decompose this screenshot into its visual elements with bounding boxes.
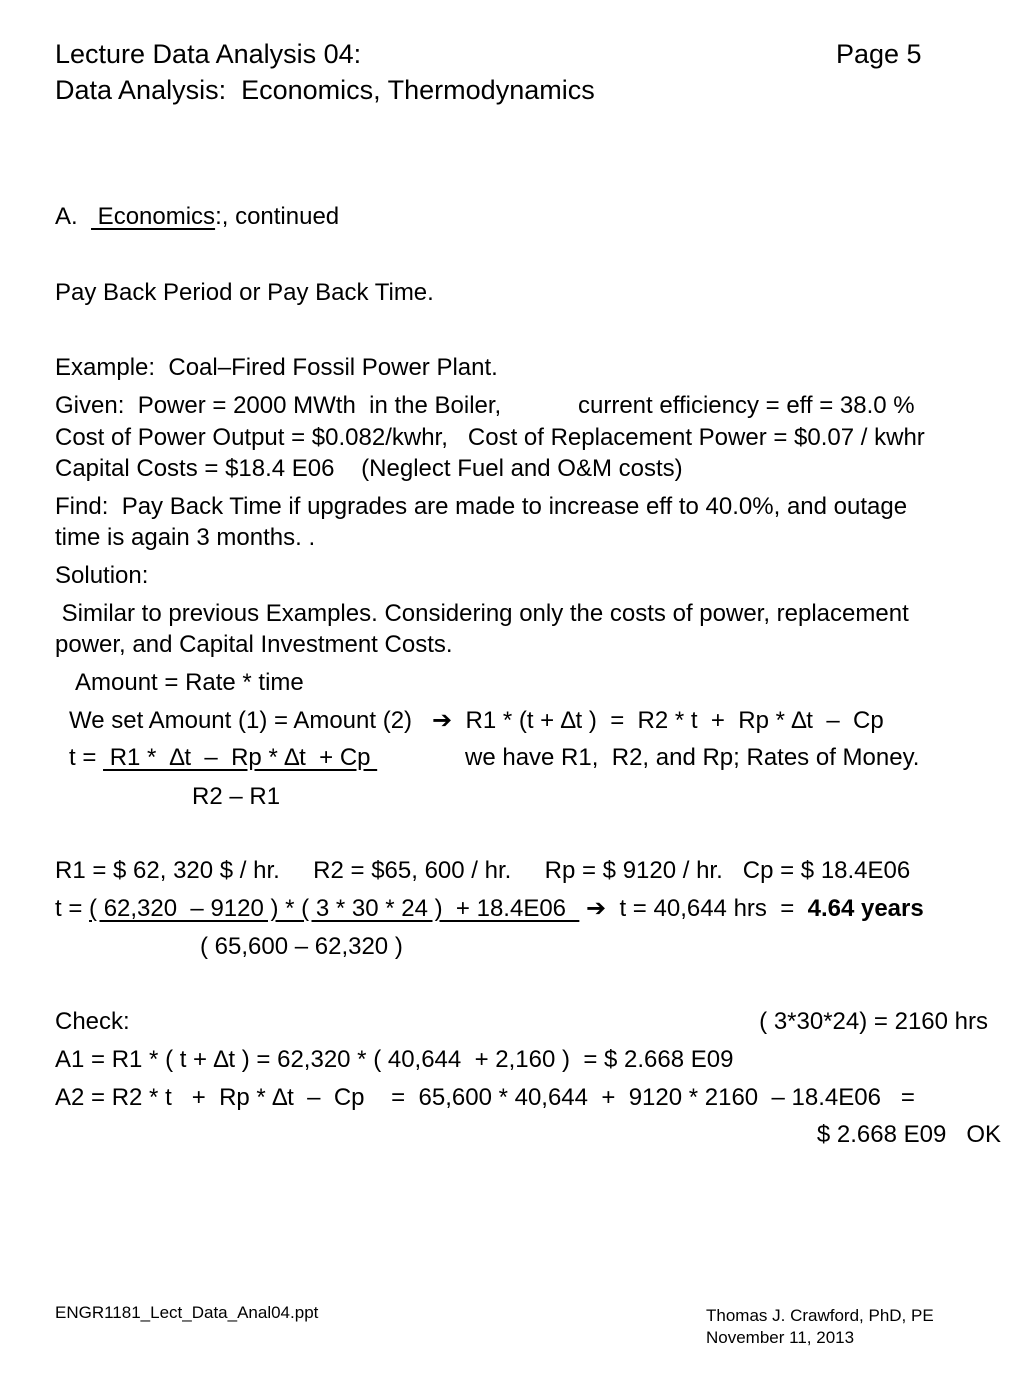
calc-prefix: t = bbox=[55, 895, 90, 922]
topic-line: Pay Back Period or Pay Back Time. bbox=[55, 279, 434, 306]
footer-author: Thomas J. Crawford, PhD, PE bbox=[706, 1306, 934, 1325]
check-a2: A2 = R2 * t + Rp * ∆t – Cp = 65,600 * 40,644 + 9120 * 2160 – 18.4E06 = bbox=[55, 1084, 915, 1111]
t-formula bbox=[69, 744, 377, 772]
check-a2-result: $ 2.668 E09 OK bbox=[816, 1121, 1001, 1148]
t-denominator: R2 – R1 bbox=[192, 783, 281, 810]
calc-result: ➔ t = 40,644 hrs = bbox=[579, 895, 808, 922]
rates-line: R1 = $ 62, 320 $ / hr. R2 = $65, 600 / hr. Rp = $ 9120 / hr. Cp = $ 18.4E06 bbox=[55, 857, 911, 884]
check-hours: ( 3*30*24) = 2160 hrs bbox=[759, 1008, 988, 1035]
calc-numerator: ( 62,320 – 9120 ) * ( 3 * 30 * 24 ) + 18.4E06 bbox=[89, 895, 580, 922]
given-line1a: Given: Power = 2000 MWth in the Boiler, bbox=[55, 392, 502, 419]
solution-line1: Similar to previous Examples. Considering only the costs of power, replacement bbox=[55, 600, 909, 627]
amount-equation: Amount = Rate * time bbox=[75, 669, 304, 696]
check-a1: A1 = R1 * ( t + ∆t ) = 62,320 * ( 40,644 + 2,160 ) = $ 2.668 E09 bbox=[55, 1046, 734, 1073]
calc-denominator: ( 65,600 – 62,320 ) bbox=[200, 933, 403, 960]
section-suffix: :, continued bbox=[215, 203, 340, 230]
t-numerator: R1 * ∆t – Rp * ∆t + Cp bbox=[103, 744, 378, 771]
calc-line bbox=[55, 895, 924, 923]
solution-line2: power, and Capital Investment Costs. bbox=[55, 631, 453, 658]
header-title-line1: Lecture Data Analysis 04: bbox=[55, 39, 362, 69]
given-line1b: current efficiency = eff = 38.0 % bbox=[578, 392, 915, 419]
section-heading bbox=[55, 203, 339, 231]
page-number: Page 5 bbox=[836, 39, 922, 69]
header-title-line2: Data Analysis: Economics, Thermodynamics bbox=[55, 75, 595, 105]
check-label: Check: bbox=[55, 1008, 130, 1035]
t-prefix: t = bbox=[69, 744, 104, 771]
footer-filename: ENGR1181_Lect_Data_Anal04.ppt bbox=[55, 1303, 319, 1322]
calc-answer: 4.64 years bbox=[807, 895, 924, 922]
given-line2: Cost of Power Output = $0.082/kwhr, Cost of Replacement Power = $0.07 / kwhr bbox=[55, 424, 925, 451]
section-prefix: A. bbox=[55, 203, 92, 230]
set-equation: We set Amount (1) = Amount (2) ➔ R1 * (t + ∆t ) = R2 * t + Rp * ∆t – Cp bbox=[69, 707, 884, 734]
example-line: Example: Coal–Fired Fossil Power Plant. bbox=[55, 354, 498, 381]
t-note: we have R1, R2, and Rp; Rates of Money. bbox=[465, 744, 920, 771]
footer-date: November 11, 2013 bbox=[706, 1328, 855, 1347]
find-line1: Find: Pay Back Time if upgrades are made to increase eff to 40.0%, and outage bbox=[55, 493, 908, 520]
solution-label: Solution: bbox=[55, 562, 149, 589]
given-line3: Capital Costs = $18.4 E06 (Neglect Fuel and O&M costs) bbox=[55, 455, 683, 482]
find-line2: time is again 3 months. . bbox=[55, 524, 316, 551]
section-name: Economics bbox=[91, 203, 216, 230]
